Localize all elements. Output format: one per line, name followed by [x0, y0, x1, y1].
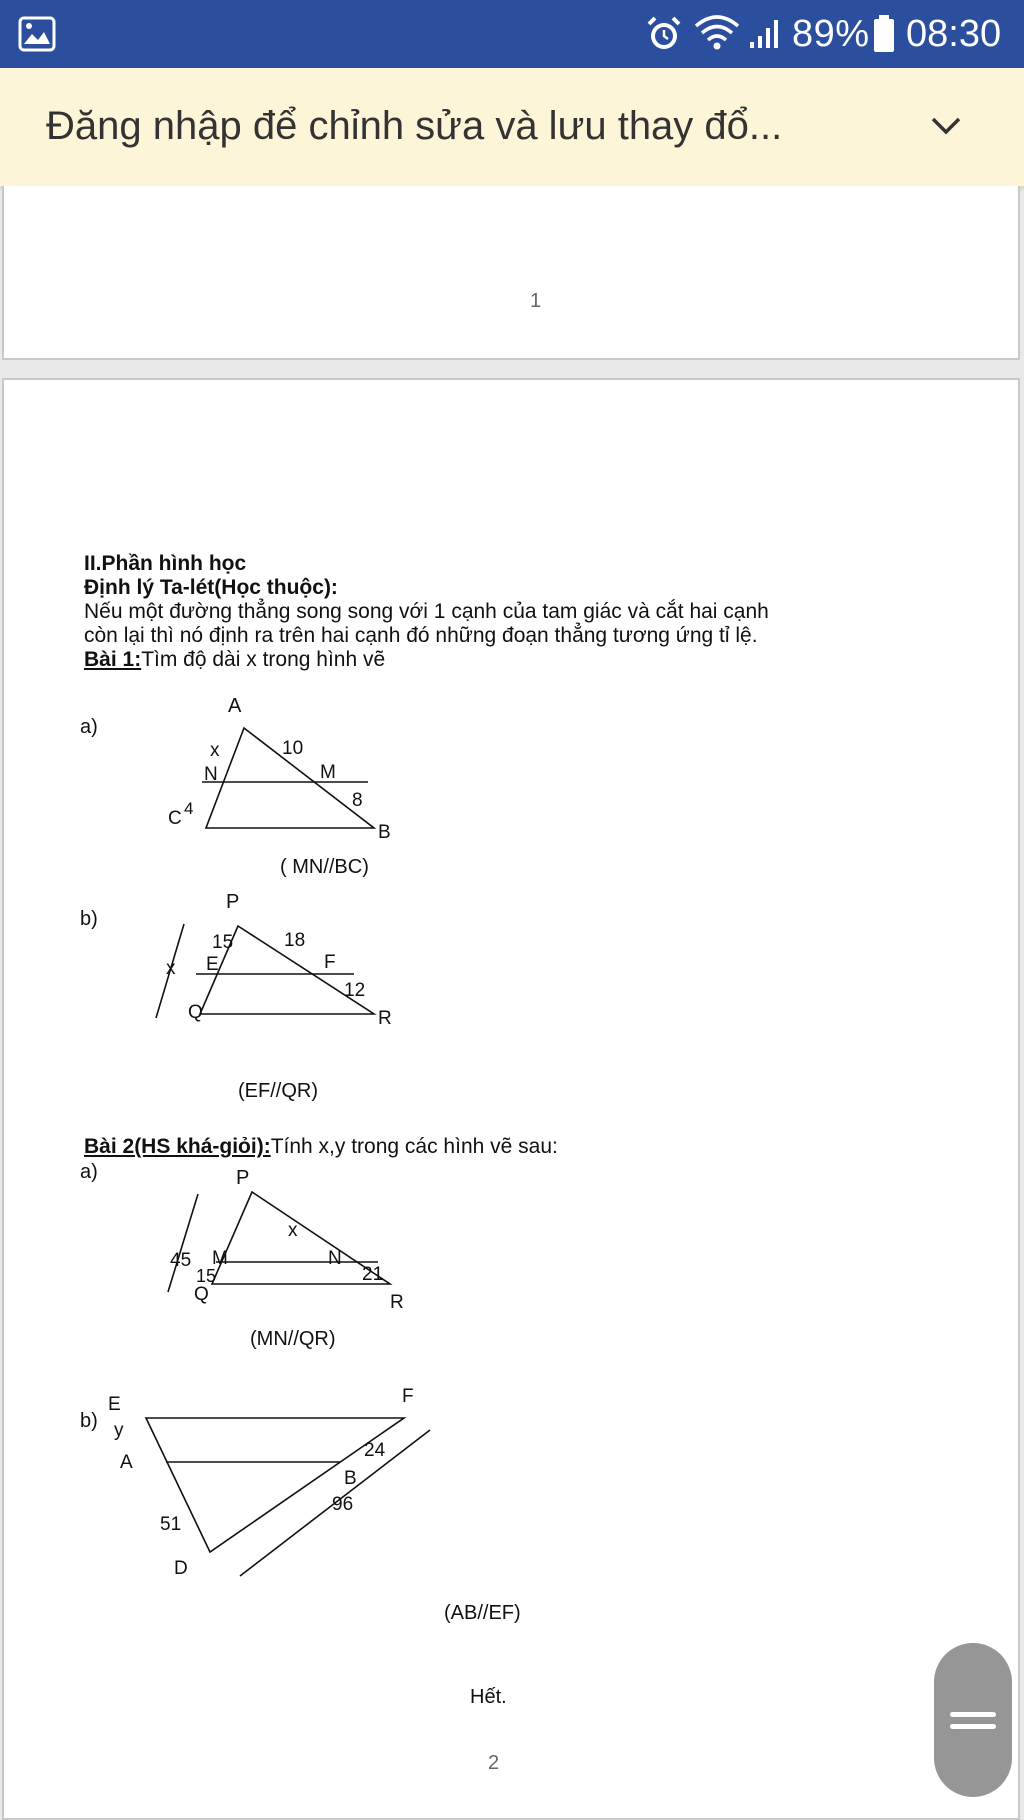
- vertex-label: P: [226, 891, 240, 913]
- part-label: b): [80, 1410, 98, 1432]
- end-text: Hết.: [470, 1686, 507, 1708]
- segment-label: y: [114, 1420, 124, 1441]
- segment-label: 18: [284, 930, 306, 951]
- vertex-label: C: [168, 808, 182, 829]
- page-number: 1: [530, 290, 542, 312]
- vertex-label: R: [378, 1008, 392, 1029]
- vertex-label: A: [228, 695, 242, 717]
- banner-text: Đăng nhập để chỉnh sửa và lưu thay đổ...: [46, 104, 783, 148]
- vertex-label: P: [236, 1168, 250, 1189]
- part-label: a): [80, 716, 98, 738]
- figure-caption: (MN//QR): [250, 1328, 336, 1350]
- segment-label: 8: [352, 790, 363, 811]
- login-banner[interactable]: [0, 68, 1024, 187]
- figure-caption: (EF//QR): [238, 1080, 318, 1102]
- triangle-figure-2a: [164, 1168, 424, 1328]
- signal-icon: [748, 18, 784, 50]
- vertex-label: F: [402, 1386, 414, 1407]
- scroll-handle[interactable]: [934, 1643, 1012, 1797]
- vertex-label: D: [174, 1558, 188, 1579]
- document-page-1: [2, 186, 1020, 360]
- section-title: II.Phần hình học: [84, 552, 247, 575]
- vertex-label: R: [390, 1292, 404, 1313]
- segment-label: 12: [344, 980, 366, 1001]
- vertex-label: E: [206, 954, 219, 975]
- bai2-heading: [84, 1135, 558, 1159]
- vertex-label: Q: [188, 1002, 203, 1023]
- segment-label: 4: [184, 799, 194, 818]
- vertex-label: E: [108, 1394, 121, 1415]
- theorem-line-2: còn lại thì nó định ra trên hai cạnh đó những đoạn thẳng tương ứng tỉ lệ.: [84, 624, 758, 647]
- vertex-label: F: [324, 952, 336, 973]
- clock: 08:30: [906, 13, 1002, 55]
- vertex-label: M: [320, 762, 336, 783]
- segment-label: 15: [196, 1266, 217, 1286]
- segment-label: 10: [282, 738, 304, 759]
- segment-label: x: [288, 1220, 298, 1241]
- alarm-icon: [644, 14, 684, 54]
- bai2-text: Tính x,y trong các hình vẽ sau:: [270, 1135, 558, 1158]
- segment-label: 45: [170, 1250, 192, 1271]
- vertex-label: A: [120, 1452, 133, 1473]
- vertex-label: Q: [194, 1284, 209, 1305]
- vertex-label: N: [204, 764, 218, 785]
- bai2-label: Bài 2(HS khá-giỏi):: [84, 1135, 271, 1158]
- bai1-text: Tìm độ dài x trong hình vẽ: [141, 648, 386, 671]
- page-number: 2: [488, 1752, 500, 1774]
- vertex-label: B: [378, 822, 391, 842]
- figure-caption: (AB//EF): [444, 1602, 521, 1624]
- bai1-heading: [84, 648, 385, 672]
- vertex-label: N: [328, 1248, 342, 1269]
- segment-label: x: [210, 740, 220, 761]
- handle-grip: [950, 1712, 996, 1717]
- battery-percent: 89%: [792, 13, 870, 55]
- theorem-line-1: Nếu một đường thẳng song song với 1 cạnh của tam giác và cắt hai cạnh: [84, 600, 769, 623]
- part-label: b): [80, 908, 98, 930]
- battery-icon: [872, 14, 896, 54]
- vertex-label: B: [344, 1468, 357, 1489]
- segment-label: x: [166, 958, 176, 979]
- segment-label: 96: [332, 1494, 354, 1515]
- status-bar: [0, 0, 1024, 68]
- triangle-figure-1a: [154, 692, 414, 842]
- theorem-title: Định lý Ta-lét(Học thuộc):: [84, 576, 338, 599]
- document-page-2: [2, 378, 1020, 1820]
- segment-label: 15: [212, 932, 234, 953]
- part-label: a): [80, 1161, 98, 1183]
- vertex-label: M: [212, 1248, 228, 1269]
- bai1-label: Bài 1:: [84, 648, 142, 671]
- segment-label: 24: [364, 1440, 386, 1461]
- gallery-icon: [18, 16, 56, 52]
- segment-label: 51: [160, 1514, 182, 1535]
- handle-grip: [950, 1724, 996, 1729]
- chevron-down-icon[interactable]: [930, 116, 962, 136]
- triangle-figure-2b: [100, 1380, 440, 1590]
- triangle-figure-1b: [154, 888, 414, 1038]
- figure-caption: ( MN//BC): [280, 856, 369, 878]
- wifi-icon: [692, 14, 742, 52]
- segment-label: 21: [362, 1264, 384, 1285]
